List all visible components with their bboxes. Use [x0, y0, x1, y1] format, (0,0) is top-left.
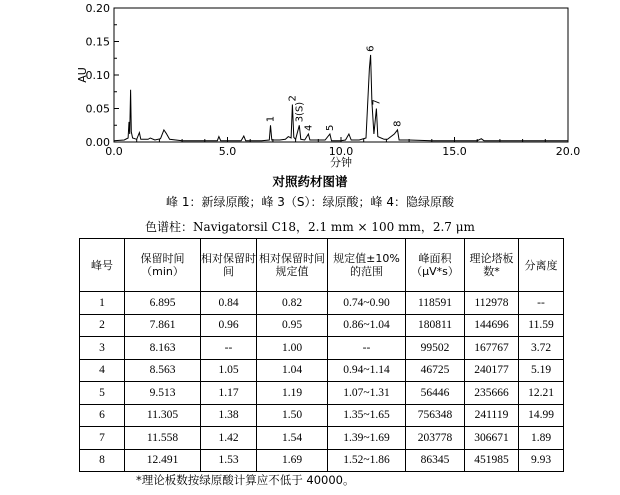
table-cell: 86345 [406, 449, 465, 472]
table-cell: 0.74~0.90 [328, 292, 406, 315]
peak-label: 8 [392, 120, 404, 127]
table-cell: 7.861 [125, 314, 201, 337]
peak-label: 7 [371, 99, 383, 106]
table-cell: 180811 [406, 314, 465, 337]
table-row [80, 449, 564, 472]
peak-label: 5 [324, 124, 336, 131]
x-tick-label: 20.0 [555, 145, 581, 158]
table-cell: 6.895 [125, 292, 201, 315]
plot-frame [114, 8, 568, 142]
table-cell: 1.19 [257, 382, 328, 405]
table-cell: 8.563 [125, 359, 201, 382]
table-cell: 4 [80, 359, 125, 382]
chromatogram-trace [114, 55, 568, 141]
table-cell: 3 [80, 337, 125, 360]
table-cell: 1.05 [201, 359, 257, 382]
peak-label: 2 [287, 95, 299, 102]
table-cell: 11.305 [125, 404, 201, 427]
table-cell: 8 [80, 449, 125, 472]
table-cell: 0.86~1.04 [328, 314, 406, 337]
table-row [80, 404, 564, 427]
header-peak-area: 峰面积（μV*s） [406, 239, 465, 292]
table-cell: 1.54 [257, 427, 328, 450]
peak-label: 4 [303, 124, 315, 131]
column-info: 色谱柱：Navigatorsil C18，2.1 mm × 100 mm，2.7 μm [145, 220, 475, 234]
table-cell: 0.94~1.14 [328, 359, 406, 382]
table-cell: -- [519, 292, 564, 315]
header-relative-retention: 相对保留时间 [201, 239, 257, 292]
table-cell: 5.19 [519, 359, 564, 382]
table-cell: 5 [80, 382, 125, 405]
table-cell: 203778 [406, 427, 465, 450]
table-cell: 118591 [406, 292, 465, 315]
table-cell: 1.52~1.86 [328, 449, 406, 472]
footnote: *理论板数按绿原酸计算应不低于 40000。 [136, 473, 355, 487]
table-cell: 1.07~1.31 [328, 382, 406, 405]
table-cell: 1.00 [257, 337, 328, 360]
table-cell: 0.82 [257, 292, 328, 315]
table-cell: 1.53 [201, 449, 257, 472]
x-tick-label: 0.0 [105, 145, 123, 158]
x-tick-label: 5.0 [218, 145, 237, 158]
table-cell: 1.38 [201, 404, 257, 427]
table-cell: 56446 [406, 382, 465, 405]
table-cell: 112978 [465, 292, 519, 315]
table-cell: 167767 [465, 337, 519, 360]
table-cell: 7 [80, 427, 125, 450]
peak-table [79, 238, 564, 472]
table-row [80, 314, 564, 337]
table-cell: 1.35~1.65 [328, 404, 406, 427]
table-cell: 8.163 [125, 337, 201, 360]
peak-label: 6 [365, 45, 377, 52]
x-axis-label: 分钟 [330, 156, 352, 169]
y-tick-label: 0.20 [85, 2, 110, 15]
table-cell: 240177 [465, 359, 519, 382]
table-cell: 11.558 [125, 427, 201, 450]
table-cell: 9.513 [125, 382, 201, 405]
table-row [80, 359, 564, 382]
table-cell: 1.42 [201, 427, 257, 450]
table-cell: 1.69 [257, 449, 328, 472]
table-cell: 756348 [406, 404, 465, 427]
y-tick-label: 0.10 [85, 69, 110, 82]
table-cell: 46725 [406, 359, 465, 382]
table-cell: 9.93 [519, 449, 564, 472]
header-plates: 理论塔板数* [465, 239, 519, 292]
table-row [80, 337, 564, 360]
table-cell: 1 [80, 292, 125, 315]
table-cell: 241119 [465, 404, 519, 427]
table-cell: 12.21 [519, 382, 564, 405]
header-range: 规定值±10%的范围 [328, 239, 406, 292]
table-cell: 12.491 [125, 449, 201, 472]
table-cell: 6 [80, 404, 125, 427]
table-cell: 1.04 [257, 359, 328, 382]
table-row [80, 382, 564, 405]
table-cell: 2 [80, 314, 125, 337]
table-cell: -- [201, 337, 257, 360]
header-rrt-spec: 相对保留时间规定值 [257, 239, 328, 292]
table-cell: -- [328, 337, 406, 360]
peak-identification: 峰 1：新绿原酸；峰 3（S）：绿原酸；峰 4：隐绿原酸 [166, 195, 454, 209]
table-cell: 0.96 [201, 314, 257, 337]
chart-title: 对照药材图谱 [272, 174, 348, 189]
chromatogram-chart [0, 0, 620, 172]
table-cell: 1.50 [257, 404, 328, 427]
table-cell: 306671 [465, 427, 519, 450]
table-cell: 0.84 [201, 292, 257, 315]
x-tick-label: 10.0 [328, 145, 354, 158]
table-cell: 14.99 [519, 404, 564, 427]
table-row [80, 292, 564, 315]
table-cell: 11.59 [519, 314, 564, 337]
y-tick-label: 0.05 [85, 102, 110, 116]
peak-label: 3(S) [294, 101, 306, 123]
table-cell: 1.17 [201, 382, 257, 405]
y-tick-label: 0.00 [85, 136, 110, 149]
table-cell: 144696 [465, 314, 519, 337]
x-tick-label: 15.0 [442, 145, 467, 158]
table-header-row [80, 239, 564, 292]
table-cell: 1.89 [519, 427, 564, 450]
y-axis-label: AU [76, 67, 89, 83]
table-row [80, 427, 564, 450]
peak-label: 1 [265, 115, 277, 123]
table-cell: 3.72 [519, 337, 564, 360]
table-cell: 99502 [406, 337, 465, 360]
header-resolution: 分离度 [519, 239, 564, 292]
header-peak-no: 峰号 [80, 239, 125, 292]
table-cell: 451985 [465, 449, 519, 472]
table-cell: 0.95 [257, 314, 328, 337]
table-cell: 235666 [465, 382, 519, 405]
table-cell: 1.39~1.69 [328, 427, 406, 450]
y-tick-label: 0.15 [85, 35, 110, 49]
header-retention-time: 保留时间（min） [125, 239, 201, 292]
